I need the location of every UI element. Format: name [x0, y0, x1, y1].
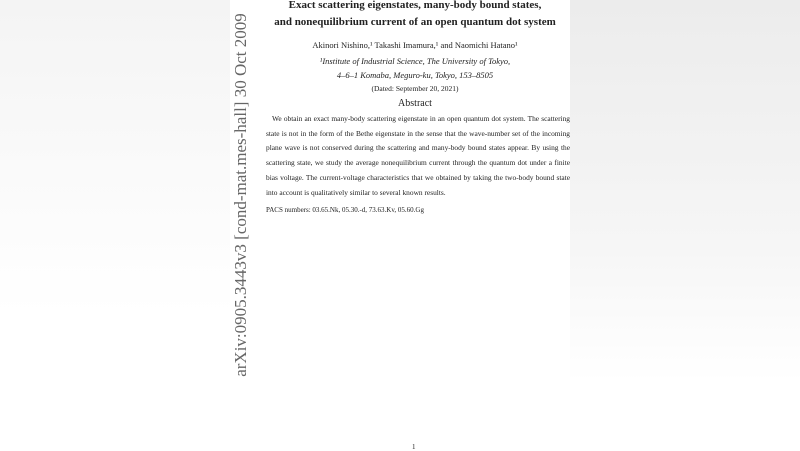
paper-title-line-2: and nonequilibrium current of an open quantum dot system [274, 16, 556, 28]
viewer-background-left [0, 0, 230, 450]
abstract-text: We obtain an exact many-body scattering eigenstate in an open quantum dot system. The scattering state is not in the form of the Bethe eigenstate in the sense that the wave-number set of the incoming plane wave is not conserved during the scattering and many-body bound states appear. By using the scattering state, we study the average nonequilibrium current through the quantum dot under a finite bias voltage. The current-voltage characteristics that we obtained by taking the two-body bound state into account is qualitatively similar to several known results. [266, 114, 570, 197]
date: (Dated: September 20, 2021) [371, 84, 459, 93]
affiliation-line-2: 4–6–1 Komaba, Meguro-ku, Tokyo, 153–8505 [336, 70, 494, 80]
authors: Akinori Nishino,¹ Takashi Imamura,¹ and Naomichi Hatano¹ [312, 40, 518, 50]
affiliation-line-1: ¹Institute of Industrial Science, The University of Tokyo, [319, 56, 511, 66]
pacs-numbers: PACS numbers: 03.65.Nk, 05.30.-d, 73.63.Kv, 05.60.Gg [266, 206, 424, 214]
abstract-heading: Abstract [398, 98, 432, 109]
paper-title-line-1: Exact scattering eigenstates, many-body bound states, [288, 0, 542, 11]
arxiv-identifier: arXiv:0905.3443v3 [cond-mat.mes-hall] 30 Oct 2009 [231, 13, 250, 377]
page-number: 1 [412, 443, 416, 451]
paper-page [230, 0, 570, 450]
viewer-background-right [570, 0, 800, 450]
